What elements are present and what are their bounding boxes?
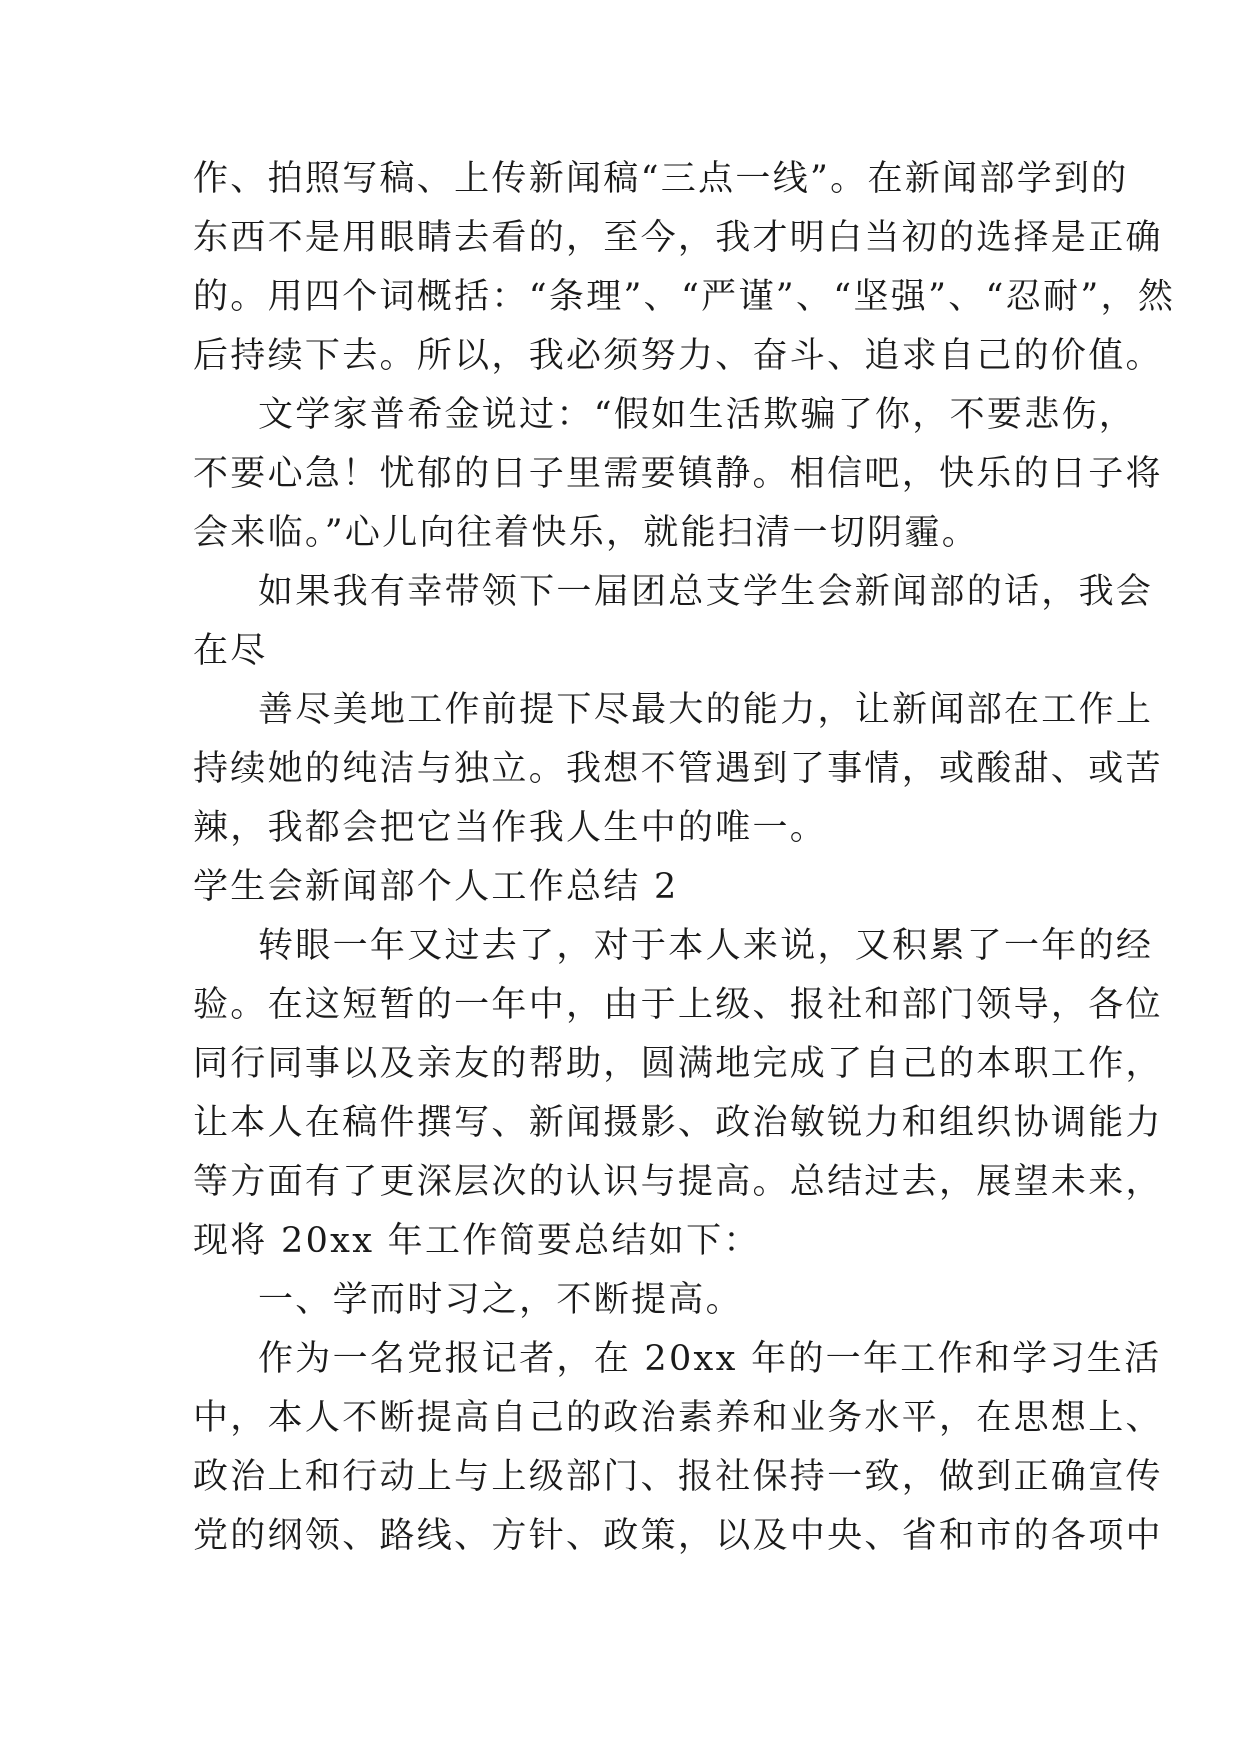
body-text-line: 持续她的纯洁与独立。我想不管遇到了事情，或酸甜、或苦 (193, 749, 1163, 789)
body-text-line: 在尽 (193, 631, 268, 671)
section-heading: 学生会新闻部个人工作总结 2 (193, 867, 679, 907)
paragraph-start-line: 善尽美地工作前提下尽最大的能力，让新闻部在工作上 (258, 690, 1154, 730)
body-text-line: 中，本人不断提高自己的政治素养和业务水平，在思想上、 (193, 1398, 1163, 1438)
body-text-line: 会来临。”心儿向往着快乐，就能扫清一切阴霾。 (193, 513, 979, 553)
subsection-heading: 一、学而时习之，不断提高。 (258, 1280, 743, 1320)
body-text-line: 验。在这短暂的一年中，由于上级、报社和部门领导，各位 (193, 985, 1163, 1025)
paragraph-start-line: 作为一名党报记者，在 20xx 年的一年工作和学习生活 (258, 1339, 1162, 1379)
body-text-line: 让本人在稿件撰写、新闻摄影、政治敏锐力和组织协调能力 (193, 1103, 1163, 1143)
body-text-line: 东西不是用眼睛去看的，至今，我才明白当初的选择是正确 (193, 218, 1163, 258)
body-text-line: 的。用四个词概括：“条理”、“严谨”、“坚强”、“忍耐”，然 (193, 277, 1176, 317)
paragraph-start-line: 转眼一年又过去了，对于本人来说，又积累了一年的经 (258, 926, 1154, 966)
body-text-line: 不要心急！忧郁的日子里需要镇静。相信吧，快乐的日子将 (193, 454, 1163, 494)
body-text-line: 后持续下去。所以，我必须努力、奋斗、追求自己的价值。 (193, 336, 1163, 376)
body-text-line: 作、拍照写稿、上传新闻稿“三点一线”。在新闻部学到的 (193, 159, 1129, 199)
body-text-line: 政治上和行动上与上级部门、报社保持一致，做到正确宣传 (193, 1457, 1163, 1497)
body-text-line: 等方面有了更深层次的认识与提高。总结过去，展望未来， (193, 1162, 1163, 1202)
body-text-line: 现将 20xx 年工作简要总结如下： (193, 1221, 761, 1261)
body-text-line: 同行同事以及亲友的帮助，圆满地完成了自己的本职工作， (193, 1044, 1163, 1084)
paragraph-start-line: 如果我有幸带领下一届团总支学生会新闻部的话，我会 (258, 572, 1154, 612)
paragraph-start-line: 文学家普希金说过：“假如生活欺骗了你，不要悲伤， (258, 395, 1137, 435)
body-text-line: 辣，我都会把它当作我人生中的唯一。 (193, 808, 828, 848)
body-text-line: 党的纲领、路线、方针、政策，以及中央、省和市的各项中 (193, 1516, 1163, 1556)
